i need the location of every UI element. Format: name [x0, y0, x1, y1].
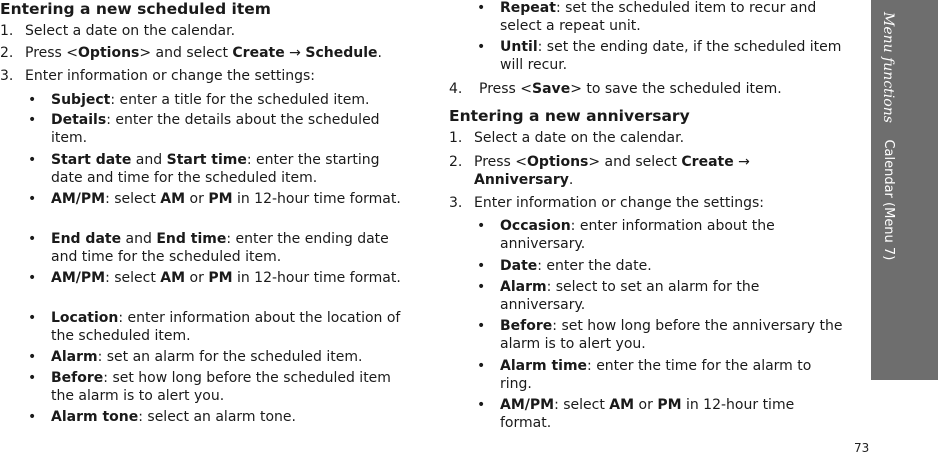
sidebar-subsection: Calendar (Menu 7)	[881, 139, 896, 261]
bullet-subject: • Subject: enter a title for the scheduled item.	[28, 92, 370, 108]
bullet-ampm-end: • AM/PM: select AM or PM in 12-hour time format.	[28, 270, 401, 286]
anniv-step-2	[449, 153, 844, 189]
sidebar-section: Menu functions	[880, 12, 896, 123]
bullet-before: • Before: set how long before the scheduled item the alarm is to alert you.	[28, 370, 391, 404]
bullet-anniv-alarm: • Alarm: select to set an alarm for the anniversary.	[477, 279, 760, 313]
anniv-step-1	[449, 129, 844, 147]
step-number: 4.	[449, 81, 463, 97]
bullet-end: • End date and End time: enter the ending date and time for the scheduled item.	[28, 231, 389, 265]
step-3	[0, 67, 410, 85]
bullet-occasion: • Occasion: enter information about the anniversary.	[477, 218, 775, 252]
bullet-date: • Date: enter the date.	[477, 258, 652, 274]
step-number: 2.	[449, 154, 463, 170]
step-text: Press <Save> to save the scheduled item.	[479, 81, 782, 97]
bullet-details: • Details: enter the details about the scheduled item.	[28, 112, 380, 146]
bullet-alarm-tone: • Alarm tone: select an alarm tone.	[28, 409, 296, 425]
step-text: Enter information or change the settings:	[474, 195, 764, 211]
step-text: Enter information or change the settings:	[25, 68, 315, 84]
step-2	[0, 44, 410, 62]
step-text: Select a date on the calendar.	[25, 23, 236, 39]
step-number: 3.	[0, 68, 14, 84]
step-1	[0, 22, 410, 40]
bullet-until: • Until: set the ending date, if the scheduled item will recur.	[477, 39, 842, 73]
bullet-anniv-ampm: • AM/PM: select AM or PM in 12-hour time format.	[477, 397, 795, 431]
bullet-start: • Start date and Start time: enter the starting date and time for the scheduled item.	[28, 152, 380, 186]
step-text: Press <Options> and select Create → Schedule.	[25, 45, 382, 61]
step-text: Press <Options> and select Create → Anniversary.	[474, 154, 750, 188]
bullet-ampm-start: • AM/PM: select AM or PM in 12-hour time format.	[28, 191, 401, 207]
section-title: Entering a new scheduled item	[0, 0, 271, 18]
step-number: 1.	[449, 130, 463, 146]
anniv-step-3	[449, 194, 844, 212]
bullet-repeat: • Repeat: set the scheduled item to recur and select a repeat unit.	[477, 0, 817, 34]
step-number: 2.	[0, 45, 14, 61]
step-4	[449, 80, 844, 98]
bullet-alarm: • Alarm: set an alarm for the scheduled item.	[28, 349, 363, 365]
step-text: Select a date on the calendar.	[474, 130, 685, 146]
bullet-alarm-time: • Alarm time: enter the time for the alarm to ring.	[477, 358, 812, 392]
section-title: Entering a new anniversary	[449, 107, 690, 125]
bullet-location: • Location: enter information about the location of the scheduled item.	[28, 310, 401, 344]
step-number: 1.	[0, 23, 14, 39]
page-number: 73	[854, 441, 870, 455]
step-number: 3.	[449, 195, 463, 211]
sidebar-label	[877, 12, 899, 312]
bullet-anniv-before: • Before: set how long before the anniversary the alarm is to alert you.	[477, 318, 843, 352]
